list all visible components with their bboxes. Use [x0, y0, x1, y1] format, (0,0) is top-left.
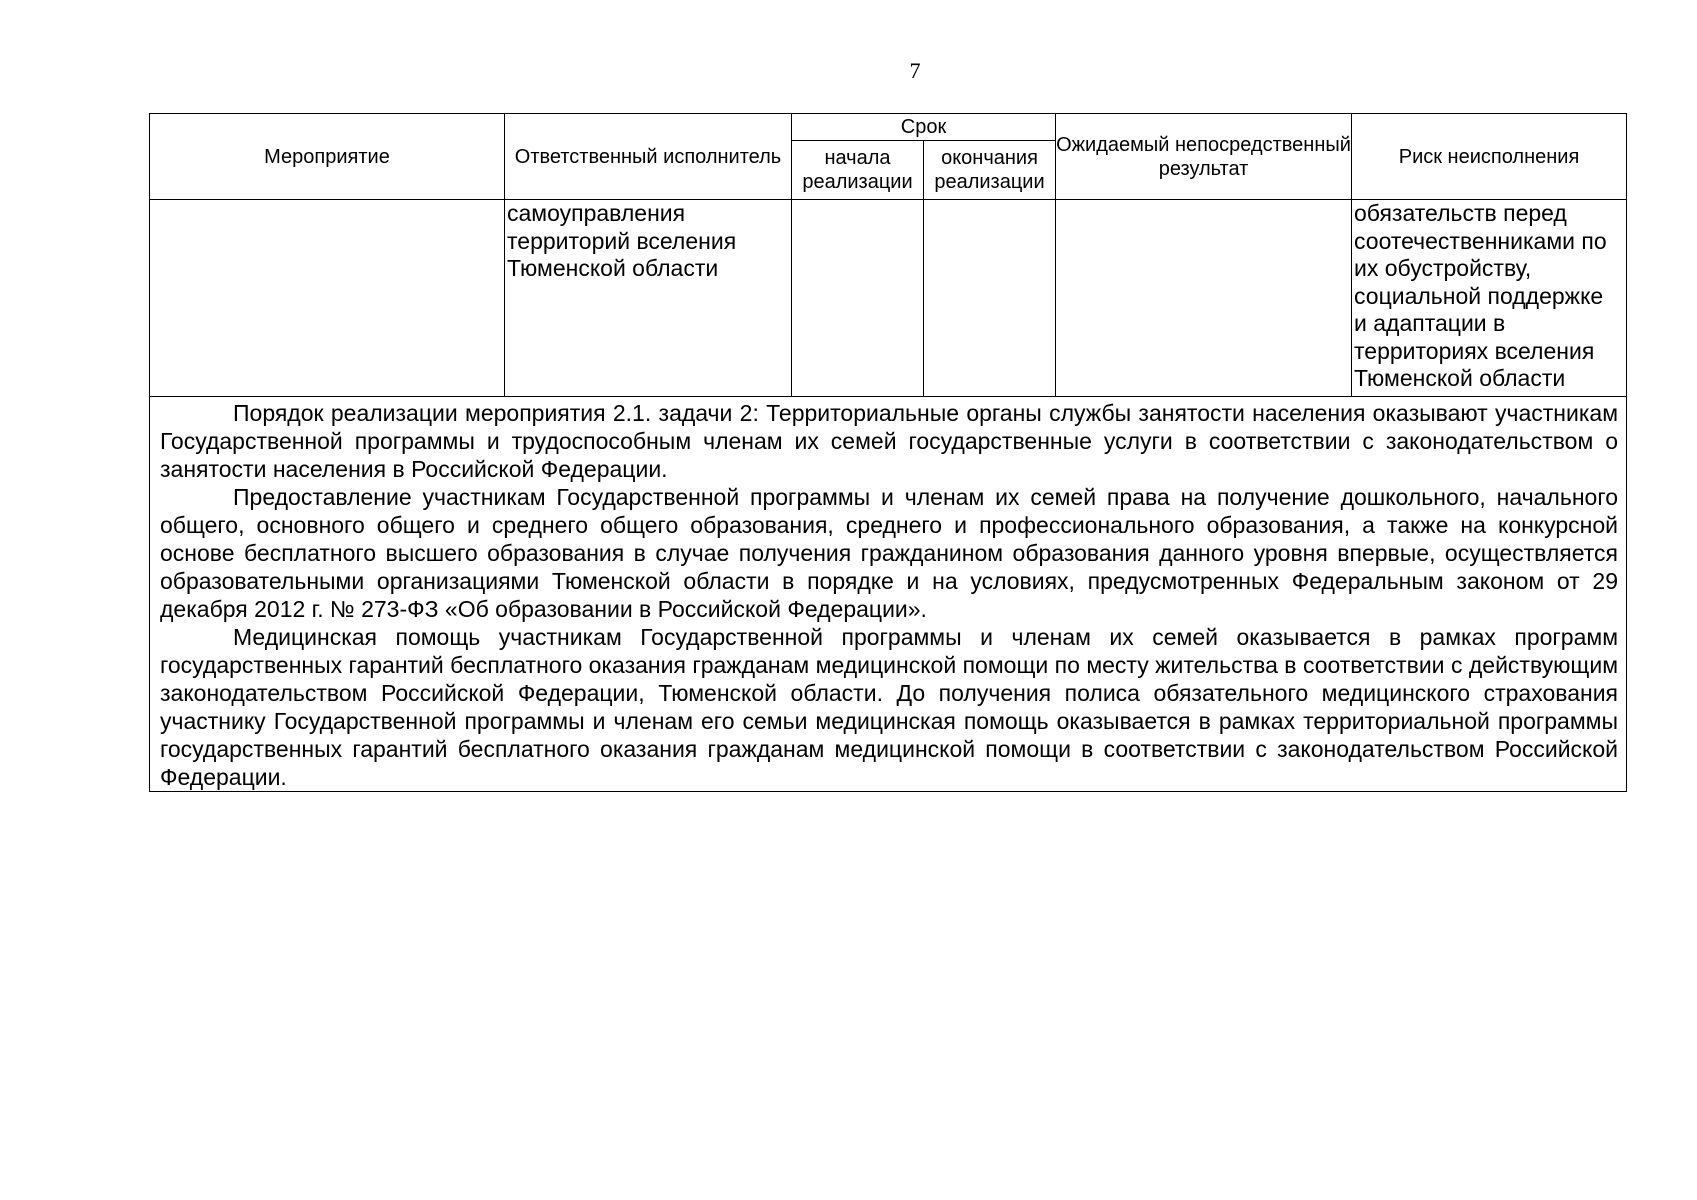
cell-result — [1056, 200, 1352, 397]
executor-line: самоуправления — [507, 200, 686, 226]
executor-line: территорий вселения — [507, 227, 737, 254]
paragraph-employment: Порядок реализации мероприятия 2.1. задачи 2: Территориальные органы службы занятости населения оказывают участникам Государственной программы и трудоспособным членам их семей государственные услуги в соответствии с законодательством о занятости населения в Российской Федерации. — [160, 400, 1619, 482]
header-event: Мероприятие — [150, 114, 505, 200]
risk-line: их обустройству, — [1354, 255, 1532, 281]
cell-event — [150, 200, 505, 397]
risk-line: Тюменской области — [1354, 365, 1566, 391]
risk-line: территориях вселения — [1354, 337, 1595, 364]
paragraph-education: Предоставление участникам Государственной программы и членам их семей права на получение дошкольного, начального общего, основного общего и среднего общего образования, среднего и профессионального образования, а также на конкурсной основе бесплатного высшего образования в случае получения гражданином образования данного уровня впервые, осуществляется образовательными организациями Тюменской области в порядке и на условиях, предусмотренных Федеральным законом от 29 декабря 2012 г. № 273-ФЗ «Об образовании в Российской Федерации». — [160, 484, 1619, 622]
table-row — [150, 200, 1627, 397]
header-result: Ожидаемый непосредственный результат — [1056, 114, 1352, 200]
cell-term-end — [924, 200, 1056, 397]
header-executor: Ответственный исполнитель — [505, 114, 792, 200]
cell-risk — [1352, 200, 1627, 397]
paragraph-cell — [150, 397, 1627, 792]
header-term: Срок — [792, 114, 1056, 141]
paragraph-row — [150, 397, 1627, 792]
executor-line: Тюменской области — [507, 255, 719, 281]
header-term-end: окончания реализации — [924, 141, 1056, 200]
header-term-start: начала реализации — [792, 141, 924, 200]
program-table — [149, 113, 1627, 792]
risk-line: и адаптации в — [1354, 310, 1506, 336]
page-number: 7 — [909, 58, 921, 83]
cell-executor — [505, 200, 792, 397]
header-row-top — [150, 114, 1627, 141]
risk-line: соотечественниками по — [1354, 227, 1607, 254]
header-risk: Риск неисполнения — [1352, 114, 1627, 200]
risk-line: обязательств перед — [1354, 200, 1567, 226]
paragraph-medical: Медицинская помощь участникам Государственной программы и членам их семей оказывается в рамках программ государственных гарантий бесплатного оказания гражданам медицинской помощи по месту жительства в соответствии с действующим законодательством Российской Федерации, Тюменской области. До получения полиса обязательного медицинского страхования участнику Государственной программы и членам его семьи медицинская помощь оказывается в рамках территориальной программы государственных гарантий бесплатного оказания гражданам медицинской помощи в соответствии с законодательством Российской Федерации. — [160, 624, 1619, 790]
risk-line: социальной поддержке — [1354, 282, 1604, 309]
cell-term-start — [792, 200, 924, 397]
